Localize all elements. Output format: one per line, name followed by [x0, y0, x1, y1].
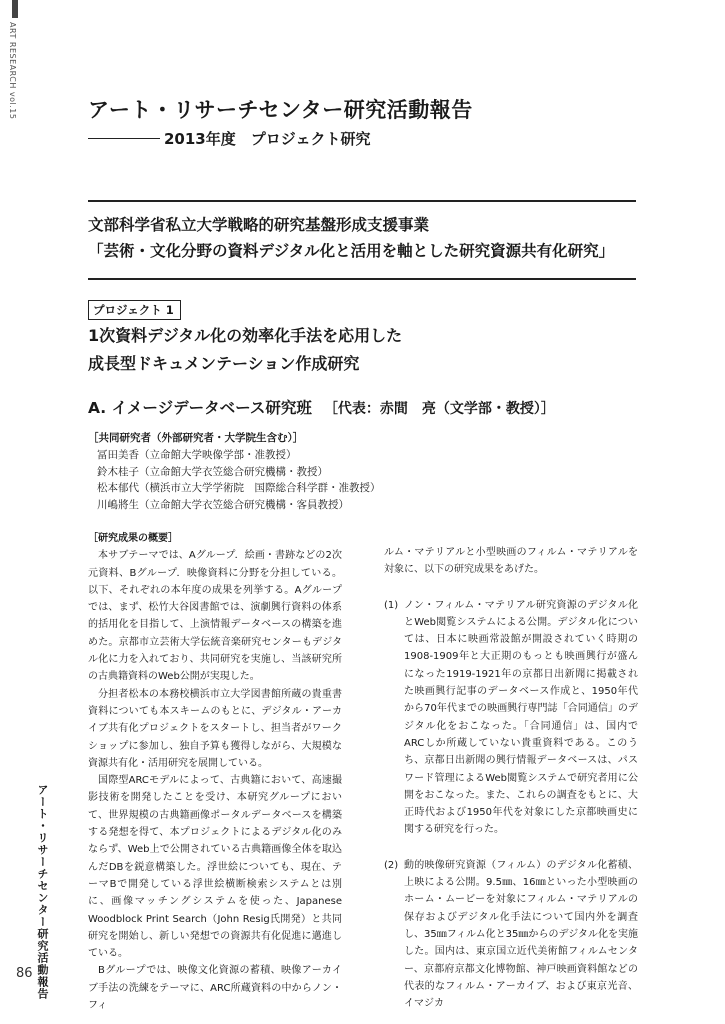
co-researcher: 冨田美香（立命館大学映像学部・准教授）	[97, 449, 297, 461]
project-title-line-1: 1次資料デジタル化の効率化手法を応用した	[88, 326, 403, 345]
divider-bottom	[88, 278, 636, 280]
result-item-text: 動的映像研究資源（フィルム）のデジタル化蓄積、上映による公開。9.5㎜、16㎜といった小型映画のホーム・ムービーを対象にフィルム・マテリアルの保存およびデジタル化手法について国内外を調査し、35㎜フィルム化と35㎜からのデジタル化を実施した。国内は、東京国立近代美術館フィルムセンター、京都府京都文化博物館、神戸映画資料館などの代表的なフィルム・アーカイブ、および東京光音、イマジカ	[404, 859, 638, 1010]
summary-paragraph: 本サブテーマでは、Aグループ．絵画・書跡などの2次元資料、Bグループ．映像資料に分野を分担している。以下、それぞれの本年度の成果を列挙する。Aグループでは、まず、松竹大谷図書館では、演劇興行資料の体系的括用化を目指して、上演情報データベースの構築を進めた。京都市立芸術大学伝統音楽研究センターもデジタル化に力を入れており、共同研究を実施し、当該研究所の古典籍資料のWeb公開が実現した。	[88, 550, 342, 683]
team-heading	[88, 396, 555, 418]
program-line-1: 文部科学省私立大学戦略的研究基盤形成支援事業	[88, 216, 430, 234]
summary-paragraph: Bグループでは、映像文化資源の蓄積、映像アーカイブ手法の洗練をテーマに、ARC所蔵資料の中からノン・フィ	[88, 965, 342, 1012]
vertical-section-label: アート・リサーチセンター研究活動報告	[36, 784, 49, 1000]
subtitle-dash	[88, 138, 160, 139]
result-item	[384, 597, 638, 839]
subtitle-text: 2013年度 プロジェクト研究	[164, 130, 371, 148]
program-heading	[88, 212, 614, 264]
running-head: ART RESEARCH vol.15	[8, 22, 17, 120]
running-head-marker	[12, 0, 18, 18]
result-item	[384, 857, 638, 1013]
project-title-line-2: 成長型ドキュメンテーション作成研究	[88, 354, 360, 373]
team-representative: ［代表：赤間 亮（文学部・教授）］	[323, 401, 555, 417]
summary-continuation: ルム・マテリアルと小型映画のフィルム・マテリアルを対象に、以下の研究成果をあげた。	[384, 547, 638, 576]
co-researchers	[88, 430, 381, 513]
summary-right-column	[384, 544, 638, 1012]
program-line-2: 「芸術・文化分野の資料デジタル化と活用を軸とした研究資源共有化研究」	[88, 242, 615, 260]
co-researchers-heading: ［共同研究者（外部研究者・大学院生含む）］	[88, 432, 304, 444]
project-title	[88, 322, 402, 378]
result-item-marker: (2)	[384, 859, 399, 871]
project-tag: プロジェクト 1	[88, 300, 181, 320]
co-researcher: 松本郁代（横浜市立大学学術院 国際総合科学群・准教授）	[97, 482, 381, 494]
result-item-text: ノン・フィルム・マテリアル研究資源のデジタル化とWeb閲覧システムによる公開。デジタル化については、日本に映画常設館が開設されていく時期の1908-1909年と大正期のもっとも映画興行が盛んになった1919-1921年の京都日出新聞に掲載された映画興行記事のデータベース作成と、1950年代から70年代までの映画興行専門誌「合同通信」のデジタル化をおこなった。「合同通信」は、国内でARCしか所蔵していない貴重資料である。このうち、京都日出新聞の興行情報データベースは、パスワード管理によるWeb閲覧システムで研究者用に公開をおこなった。また、これらの調査をもとに、大正時代および1950年代を対象にした京都映画史に関する研究を行った。	[404, 599, 638, 836]
page-number: 86	[16, 966, 33, 981]
co-researcher: 鈴木桂子（立命館大学衣笠総合研究機構・教授）	[97, 465, 328, 478]
co-researcher: 川嶋將生（立命館大学衣笠総合研究機構・客員教授）	[97, 498, 349, 511]
page-subtitle	[88, 128, 370, 149]
result-item-marker: (1)	[384, 599, 399, 611]
page-title: アート・リサーチセンター研究活動報告	[88, 98, 473, 122]
team-name: A. イメージデータベース研究班	[88, 399, 312, 417]
summary-paragraph: 国際型ARCモデルによって、古典籍において、高速撮影技術を開発したことを受け、本研究グループにおいて、世界規模の古典籍画像ポータルデータベースを構築する発想を得て、本プロジェクトによるデジタル化のみならず、Web上で公開されている古典籍画像全体を取込んだDBを鋭意構築した。浮世絵についても、現在、テーマBで開発している浮世絵横断検索システムとは別に、画像マッチングシステムを使った、Japanese Woodblock Print Search（John Resig氏開発）と共同研究を開始し、新しい発想での資源共有化促進に邁進している。	[88, 775, 342, 960]
summary-heading: ［研究成果の概要］	[88, 533, 178, 544]
summary-paragraph: 分担者松本の本務校横浜市立大学図書館所蔵の貴重書資料についても本スキームのもとに、デジタル・アーカイブ共有化プロジェクトをスタートし、担当者がワークショップに参加し、独自予算も獲得しながら、大規模な資源共有化・活用研究を展開している。	[88, 688, 342, 769]
divider-top	[88, 200, 636, 202]
summary-left-column	[88, 530, 342, 1014]
